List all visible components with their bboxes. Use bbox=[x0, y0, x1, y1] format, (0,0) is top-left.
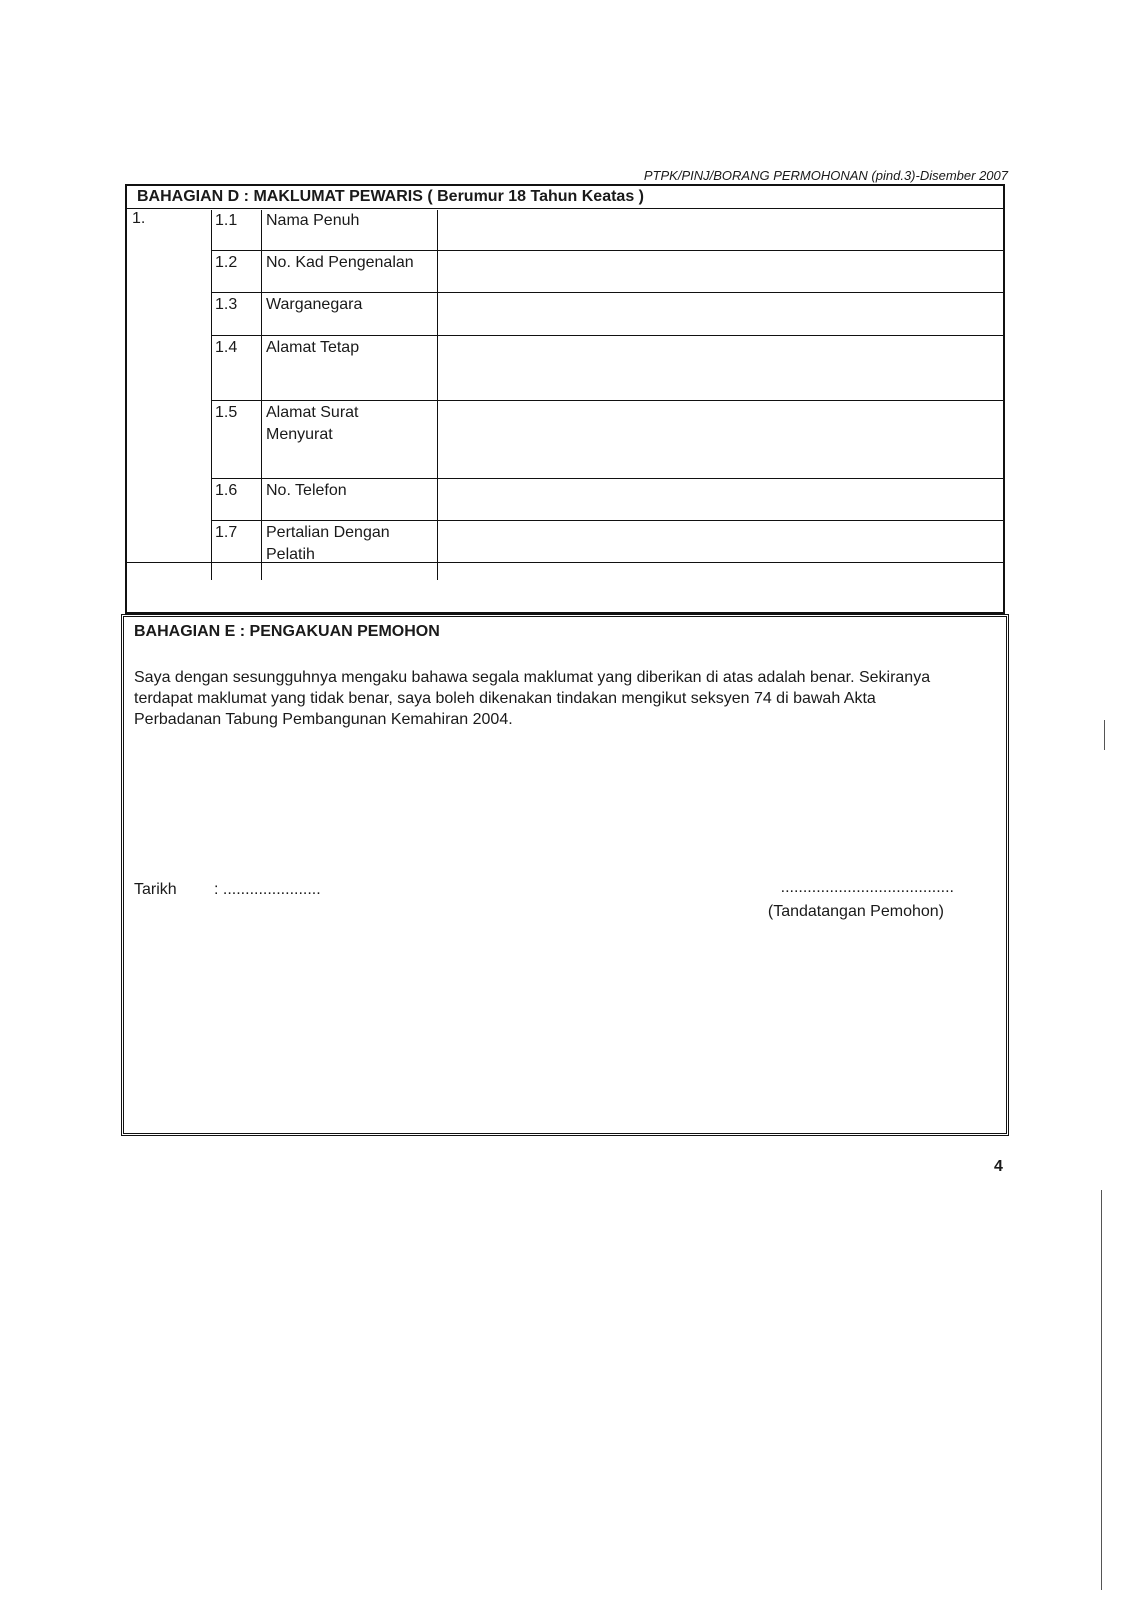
form-reference: PTPK/PINJ/BORANG PERMOHONAN (pind.3)-Disember 2007 bbox=[643, 168, 1008, 183]
section-e-declaration bbox=[121, 614, 1009, 1136]
section-d-title: BAHAGIAN D : MAKLUMAT PEWARIS ( Berumur 18 Tahun Keatas ) bbox=[137, 188, 644, 205]
row-number: 1.4 bbox=[215, 339, 238, 356]
date-label: Tarikh bbox=[134, 881, 177, 898]
divider bbox=[127, 562, 1003, 563]
divider bbox=[211, 520, 1003, 521]
field-label-ic-number: No. Kad Pengenalan bbox=[266, 254, 414, 271]
date-field[interactable]: : ...................... bbox=[214, 881, 321, 898]
divider bbox=[437, 210, 438, 580]
declaration-text: Saya dengan sesungguhnya mengaku bahawa segala maklumat yang diberikan di atas adalah benar. Sekiranya terdapat maklumat yang tidak benar, saya boleh dikenakan tindakan mengikut seksyen 74 di bawah Akta Perbadanan Tabung Pembangunan Kemahiran 2004. bbox=[134, 669, 931, 728]
divider bbox=[211, 210, 212, 580]
section-e-title: BAHAGIAN E : PENGAKUAN PEMOHON bbox=[134, 623, 440, 640]
scan-edge-mark bbox=[1101, 1190, 1102, 1590]
row-number: 1.3 bbox=[215, 296, 238, 313]
row-number: 1.6 bbox=[215, 482, 238, 499]
row-number: 1.1 bbox=[215, 212, 238, 229]
row-number: 1.2 bbox=[215, 254, 238, 271]
field-label-mailing-address: Alamat Surat Menyurat bbox=[266, 404, 359, 443]
row-number: 1.5 bbox=[215, 404, 238, 421]
field-label-permanent-address: Alamat Tetap bbox=[266, 339, 360, 356]
page-number: 4 bbox=[994, 1158, 1003, 1175]
signature-line[interactable]: ....................................... bbox=[780, 879, 954, 896]
divider bbox=[211, 250, 1003, 251]
signature-label: (Tandatangan Pemohon) bbox=[767, 903, 944, 920]
divider bbox=[211, 478, 1003, 479]
divider bbox=[211, 400, 1003, 401]
scan-edge-mark bbox=[1104, 720, 1105, 750]
divider bbox=[127, 208, 1003, 209]
field-label-relationship: Pertalian Dengan Pelatih bbox=[266, 524, 390, 563]
field-label-citizenship: Warganegara bbox=[266, 296, 363, 313]
divider bbox=[211, 335, 1003, 336]
field-label-phone: No. Telefon bbox=[266, 482, 347, 499]
item-number: 1. bbox=[132, 210, 146, 227]
row-number: 1.7 bbox=[215, 524, 238, 541]
divider bbox=[211, 292, 1003, 293]
field-label-full-name: Nama Penuh bbox=[266, 212, 360, 229]
divider bbox=[261, 210, 262, 580]
section-d-heir-info bbox=[125, 184, 1005, 614]
